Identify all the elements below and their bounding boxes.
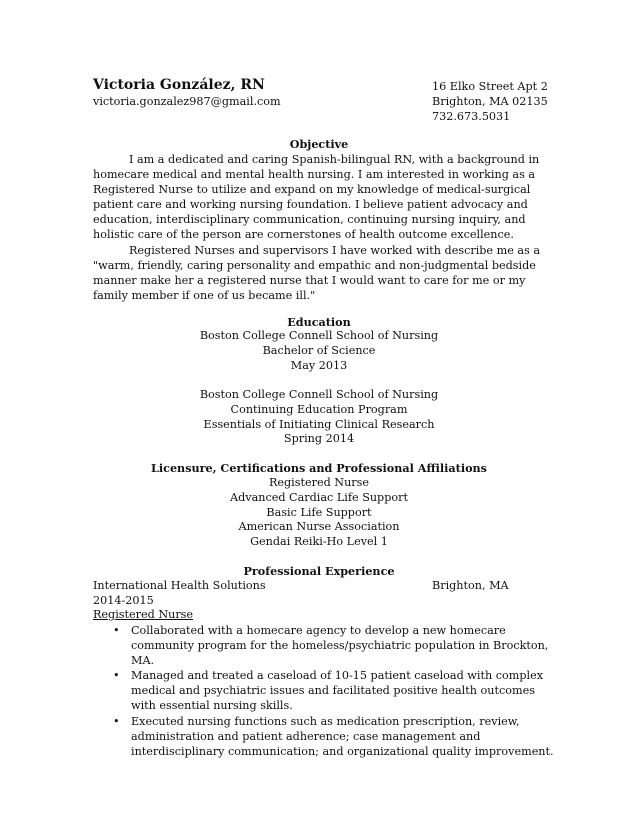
candidate-name: Victoria González, RN [93,77,265,93]
education-line: May 2013 [290,359,348,372]
licensure-item: Basic Life Support [266,506,372,519]
bullet-icon: • [113,714,120,728]
address-line-2: Brighton, MA 02135 [432,95,548,108]
phone-number: 732.673.5031 [432,110,511,123]
objective-paragraph-1: I am a dedicated and caring Spanish-bilingual RN, with a background in homecare medical and mental health nursing. I am interested in working as a Registered Nurse to utilize and expand on my knowledge of medical-surgical patient care and working nursing foundation. I believe patient advocacy and education, interdisciplinary communication, continuing nursing inquiry, and holistic care of the person are cornerstones of health outcome excellence. [93,153,540,242]
licensure-heading: Licensure, Certifications and Professional Affiliations [151,461,487,475]
licensure-item: Gendai Reiki-Ho Level 1 [250,535,388,548]
objective-heading: Objective [289,137,349,151]
email-address: victoria.gonzalez987@gmail.com [93,95,281,108]
education-line: Boston College Connell School of Nursing [199,329,439,342]
objective-paragraph-2: Registered Nurses and supervisors I have worked with describe me as a "warm, friendly, caring personality and empathic and non-judgmental bedside manner make her a registered nurse that I would want to care for me or my family member if one of us became ill." [93,243,541,302]
list-item [93,623,563,668]
employment-dates: 2014-2015 [93,594,154,607]
licensure-item: Advanced Cardiac Life Support [230,491,408,504]
education-line: Spring 2014 [283,432,355,445]
education-line: Bachelor of Science [262,344,376,357]
employer-location: Brighton, MA [432,579,509,592]
education-line: Continuing Education Program [230,403,408,416]
experience-bullets [93,623,563,759]
bullet-text: Executed nursing functions such as medication prescription, review, administration and patient adherence; case management and interdisciplinary communication; and organizational quality improvement. [131,714,554,758]
job-title: Registered Nurse [93,608,194,621]
bullet-icon: • [113,624,120,637]
list-item [93,668,563,713]
licensure-item: American Nurse Association [238,520,400,533]
address-line-1: 16 Elko Street Apt 2 [432,80,548,93]
experience-heading: Professional Experience [243,564,395,578]
education-line: Boston College Connell School of Nursing [199,388,439,401]
bullet-text: Managed and treated a caseload of 10-15 patient caseload with complex medical and psychiatric issues and facilitated positive health outcomes with essential nursing skills. [131,669,543,713]
employer-name: International Health Solutions [93,579,266,592]
objective-body [93,152,553,303]
list-item [93,714,563,759]
education-line: Essentials of Initiating Clinical Research [203,418,435,431]
licensure-item: Registered Nurse [268,476,370,489]
bullet-text: Collaborated with a homecare agency to develop a new homecare community program for the homeless/psychiatric population in Brockton, MA. [131,624,549,668]
education-heading: Education [287,315,351,329]
bullet-icon: • [113,669,120,683]
